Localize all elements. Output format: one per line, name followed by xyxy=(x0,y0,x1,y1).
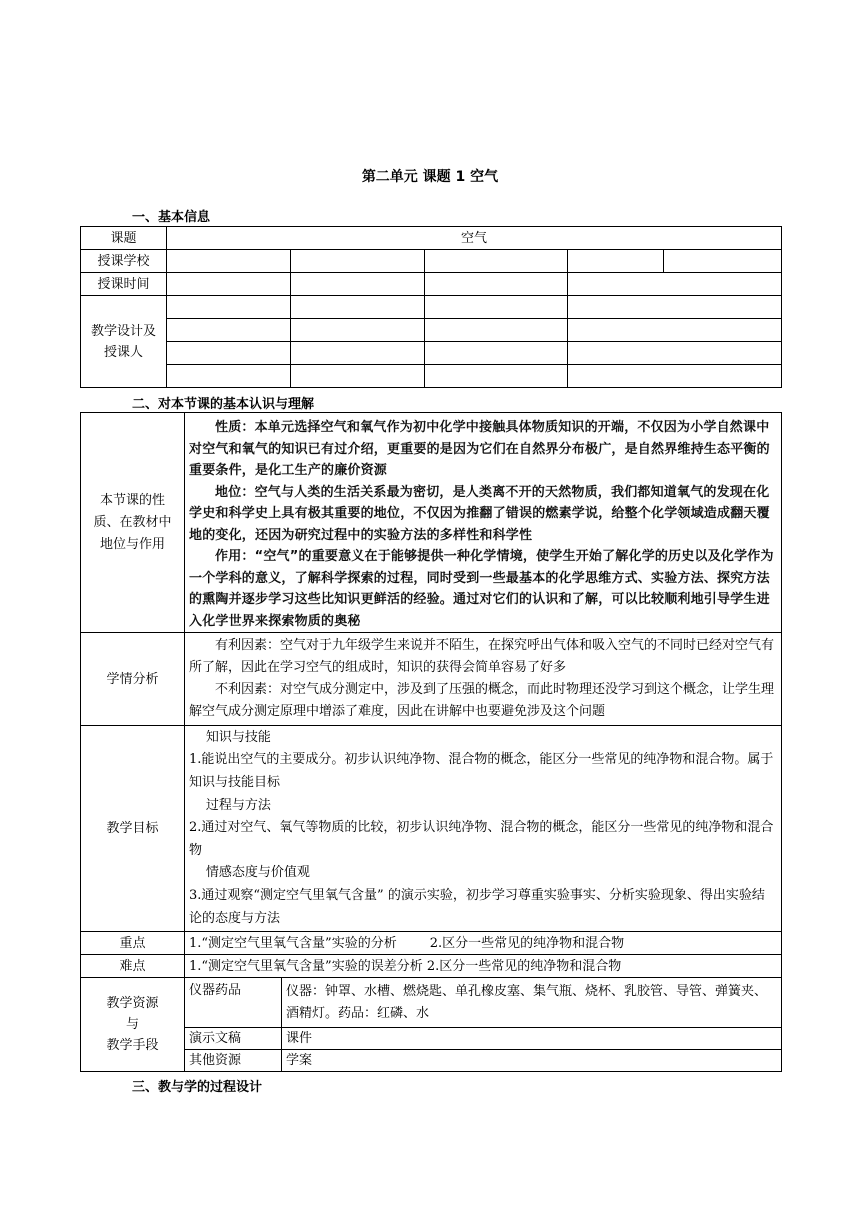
instruments-text: 仪器：钟罩、水槽、燃烧匙、单孔橡皮塞、集气瓶、烧杯、乳胶管、导管、弹簧夹、酒精灯。药品：红磷、水 xyxy=(282,978,782,1028)
goal-knowledge-text: 1.能说出空气的主要成分。初步认识纯净物、混合物的概念，能区分一些常见的纯净物和混合物。属于知识与技能目标 xyxy=(189,752,774,791)
designer-cell xyxy=(291,342,425,365)
designer-cell xyxy=(291,296,425,319)
school-cell xyxy=(664,250,782,273)
analysis-content xyxy=(185,633,782,726)
school-cell xyxy=(291,250,425,273)
section-heading-process: 三、教与学的过程设计 xyxy=(132,1080,263,1095)
difficulties-text: 1.“测定空气里氧气含量”实验的误差分析 2.区分一些常见的纯净物和混合物 xyxy=(185,955,782,978)
resources-label-line: 教学资源 xyxy=(106,996,159,1011)
section-heading-understanding: 二、对本节课的基本认识与理解 xyxy=(132,397,315,412)
key-points-text: 1.“测定空气里氧气含量”实验的分析 2.区分一些常见的纯净物和混合物 xyxy=(185,932,782,955)
understanding-table xyxy=(80,412,782,1072)
analysis-favorable: 有利因素：空气对于九年级学生来说并不陌生，在探究呼出气体和吸入空气的不同时已经对空气有所了解，因此在学习空气的组成时，知识的获得会简单容易了好多 xyxy=(189,638,775,675)
time-cell xyxy=(291,273,425,296)
goal-process-heading: 过程与方法 xyxy=(205,797,271,813)
goal-emotion-text: 3.通过观察“测定空气里氧气含量” 的演示实验，初步学习尊重实验事实、分析实验现象、得出实验结论的态度与方法 xyxy=(189,887,765,926)
goal-knowledge-heading: 知识与技能 xyxy=(205,729,271,745)
designer-cell xyxy=(291,319,425,342)
designer-cell xyxy=(425,365,568,388)
difficulties-label: 难点 xyxy=(81,955,185,978)
designer-cell xyxy=(167,365,291,388)
basic-info-table xyxy=(80,226,782,388)
school-cell xyxy=(425,250,568,273)
designer-cell xyxy=(568,365,782,388)
role-function-paragraph: 作用：“空气”的重要意义在于能够提供一种化学情境，使学生开始了解化学的历史以及化学作为一个学科的意义，了解科学探索的过程，同时受到一些最基本的化学思维方式、实验方法、探究方法的熏陶并逐步学习这些比知识更鲜活的经验。通过对它们的认识和了解，可以比较顺利地引导学生进入化学世界来探索物质的奥秘 xyxy=(189,549,774,629)
school-cell xyxy=(167,250,291,273)
designer-cell xyxy=(568,296,782,319)
designer-cell xyxy=(425,296,568,319)
goals-content xyxy=(185,726,782,932)
designer-label-text: 教学设计及授课人 xyxy=(90,323,156,360)
page-title: 第二单元 课题 1 空气 xyxy=(361,169,499,185)
resources-label-line: 与 xyxy=(125,1017,139,1032)
designer-cell xyxy=(425,342,568,365)
role-position-paragraph: 地位：空气与人类的生活关系最为密切，是人类离不开的天然物质，我们都知道氧气的发现在化学史和科学史上具有极其重要的地位，不仅因为推翻了错误的燃素学说，给整个化学领域造成翻天覆地的变化，还因为研究过程中的实验方法的多样性和科学性 xyxy=(189,484,770,543)
time-label: 授课时间 xyxy=(81,273,167,296)
designer-cell xyxy=(291,365,425,388)
time-cell xyxy=(568,273,782,296)
goal-emotion-heading: 情感态度与价值观 xyxy=(205,865,310,881)
section-heading-basic-info: 一、基本信息 xyxy=(132,210,211,225)
role-nature-paragraph: 性质：本单元选择空气和氧气作为初中化学中接触具体物质知识的开端，不仅因为小学自然课中对空气和氧气的知识已有过介绍，更重要的是因为它们在自然界分布极广，是自然界维持生态平衡的重要条件，是化工生产的廉价资源 xyxy=(189,420,770,478)
other-resources-text: 学案 xyxy=(282,1050,782,1072)
designer-cell xyxy=(568,319,782,342)
school-cell xyxy=(568,250,664,273)
role-content xyxy=(185,413,782,633)
designer-label xyxy=(81,296,167,388)
designer-cell xyxy=(167,342,291,365)
topic-value: 空气 xyxy=(167,227,782,250)
goals-label: 教学目标 xyxy=(81,726,185,932)
time-cell xyxy=(425,273,568,296)
other-resources-label: 其他资源 xyxy=(185,1050,282,1072)
designer-cell xyxy=(167,319,291,342)
school-label: 授课学校 xyxy=(81,250,167,273)
analysis-label: 学情分析 xyxy=(81,633,185,726)
designer-cell xyxy=(568,342,782,365)
instruments-label: 仪器药品 xyxy=(185,978,282,1028)
topic-label: 课题 xyxy=(81,227,167,250)
key-points-label: 重点 xyxy=(81,932,185,955)
slides-text: 课件 xyxy=(282,1028,782,1050)
resources-label-line: 教学手段 xyxy=(106,1038,159,1053)
goal-process-text: 2.通过对空气、氧气等物质的比较，初步认识纯净物、混合物的概念，能区分一些常见的纯净物和混合物 xyxy=(189,820,774,858)
time-cell xyxy=(167,273,291,296)
designer-cell xyxy=(425,319,568,342)
designer-cell xyxy=(167,296,291,319)
analysis-unfavorable: 不利因素：对空气成分测定中，涉及到了压强的概念，而此时物理还没学习到这个概念，让学生理解空气成分测定原理中增添了难度，因此在讲解中也要避免涉及这个问题 xyxy=(189,682,775,719)
role-label: 本节课的性质、在教材中地位与作用 xyxy=(81,413,185,633)
slides-label: 演示文稿 xyxy=(185,1028,282,1050)
resources-label xyxy=(81,978,185,1072)
